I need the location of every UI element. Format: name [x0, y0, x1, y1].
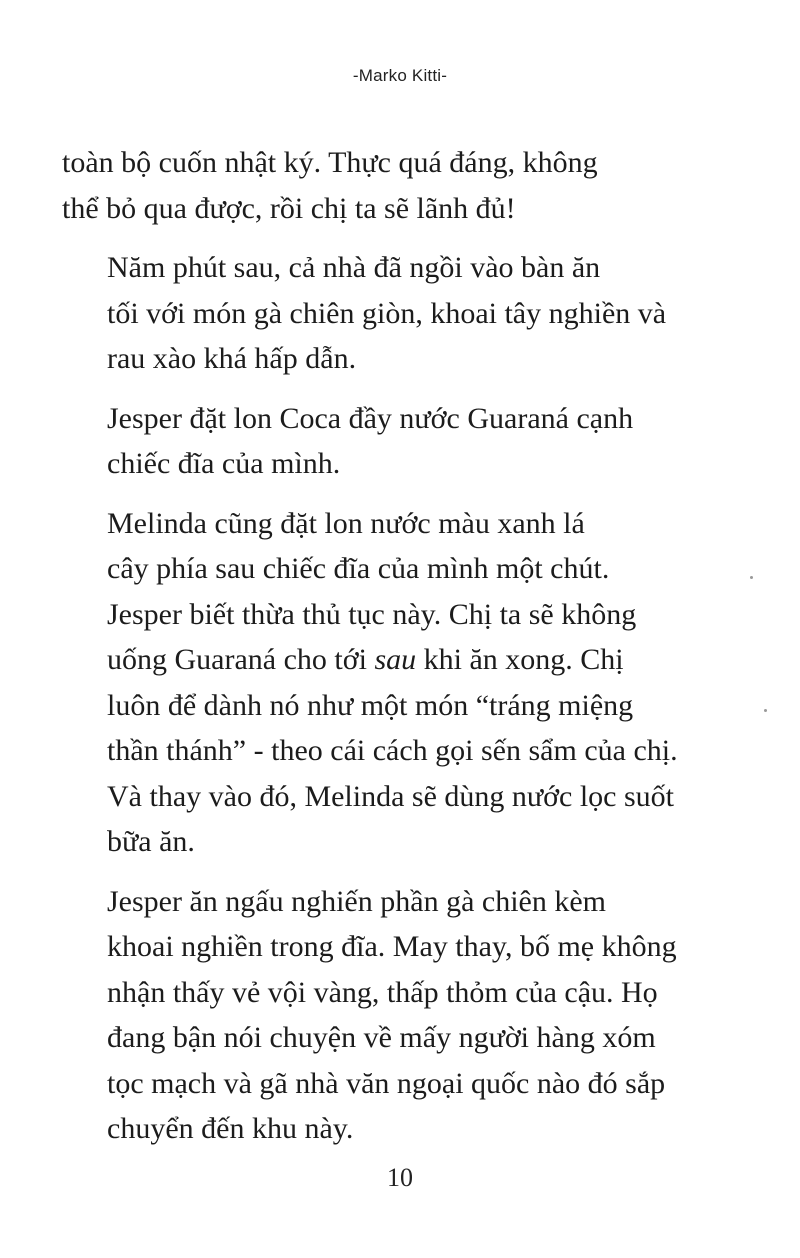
- paragraph-1: [62, 140, 710, 231]
- text-line-with-emphasis: [62, 637, 710, 683]
- paragraph-2: [62, 245, 710, 382]
- text-line: Năm phút sau, cả nhà đã ngồi vào bàn ăn: [107, 251, 601, 284]
- text-line: nhận thấy vẻ vội vàng, thấp thỏm của cậu. Họ: [107, 975, 658, 1009]
- text-line: cây phía sau chiếc đĩa của mình một chút.: [107, 552, 610, 585]
- text-line: Jesper ăn ngấu nghiến phần gà chiên kèm: [107, 884, 606, 918]
- paragraph-3: [62, 396, 710, 487]
- scan-speck: [764, 709, 767, 712]
- scan-speck: [750, 576, 753, 579]
- text-line: Jesper biết thừa thủ tục này. Chị ta sẽ không: [107, 597, 637, 631]
- text-line: Và thay vào đó, Melinda sẽ dùng nước lọc suốt: [107, 779, 675, 813]
- text-line: thần thánh” - theo cái cách gọi sến sẩm của chị.: [107, 734, 678, 767]
- text-line: đang bận nói chuyện về mấy người hàng xóm: [107, 1021, 656, 1054]
- body-text: [62, 140, 710, 1166]
- emphasis-word: sau: [374, 643, 417, 676]
- paragraph-4: [62, 501, 710, 865]
- text-line: bữa ăn.: [107, 825, 195, 858]
- text-line: tọc mạch và gã nhà văn ngoại quốc nào đó sắp: [107, 1066, 666, 1100]
- text-line: luôn để dành nó như một món “tráng miệng: [107, 688, 634, 722]
- text-line: Melinda cũng đặt lon nước màu xanh lá: [107, 506, 585, 540]
- text-line: rau xào khá hấp dẫn.: [107, 342, 357, 375]
- text-line: chiếc đĩa của mình.: [107, 447, 341, 480]
- running-header-author: -Marko Kitti-: [352, 66, 448, 85]
- text-line: khoai nghiền trong đĩa. May thay, bố mẹ không: [107, 930, 677, 963]
- text-run: uống Guaraná cho tới: [107, 643, 375, 676]
- text-line: thể bỏ qua được, rồi chị ta sẽ lãnh đủ!: [62, 191, 516, 225]
- text-line: chuyển đến khu này.: [107, 1112, 354, 1145]
- text-line: Jesper đặt lon Coca đầy nước Guaraná cạnh: [107, 401, 634, 435]
- paragraph-5: [62, 879, 710, 1152]
- text-run: khi ăn xong. Chị: [416, 643, 624, 676]
- text-line: toàn bộ cuốn nhật ký. Thực quá đáng, không: [62, 146, 598, 179]
- text-line: tối với món gà chiên giòn, khoai tây nghiền và: [107, 296, 667, 330]
- page-number: 10: [387, 1163, 413, 1192]
